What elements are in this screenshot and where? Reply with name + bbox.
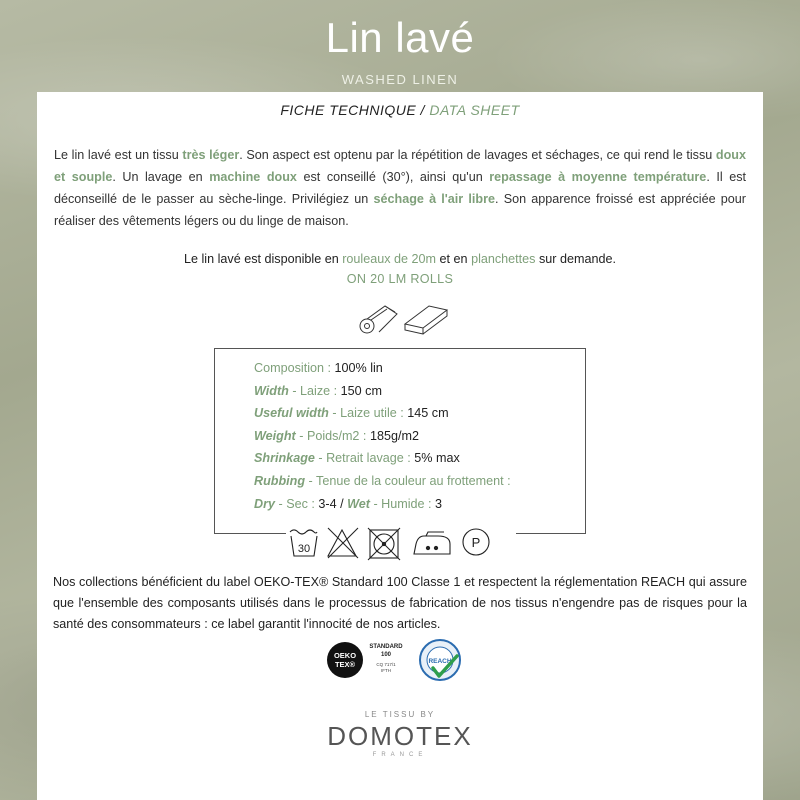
fabric-roll-icon — [360, 306, 397, 333]
fabric-board-icon — [405, 306, 447, 334]
spec-label: - Humide : — [369, 497, 436, 511]
page-title: Lin lavé — [325, 14, 475, 61]
intro-highlight: repassage à moyenne température — [489, 170, 707, 184]
intro-highlight: doux et souple — [54, 148, 747, 184]
oeko-logo-line2: TEX® — [334, 660, 356, 669]
spec-value: 5% max — [414, 451, 460, 465]
spec-value: 100% lin — [334, 361, 383, 375]
spec-label: - Retrait lavage : — [314, 451, 415, 465]
oeko-standard-text — [369, 644, 403, 673]
availability-highlight: rouleaux de 20m — [342, 252, 437, 266]
data-sheet-card — [37, 92, 763, 800]
spec-value: 3 — [435, 497, 443, 511]
spec-value: 145 cm — [407, 406, 449, 420]
intro-text: . Il est déconseillé de le passer au sèche-linge. Privilégiez un — [54, 170, 746, 206]
no-bleach-icon — [328, 528, 358, 558]
oeko-tex-paragraph: Nos collections bénéficient du label OEKO-TEX® Standard 100 Classe 1 et respectent la réglementation REACH qui assure que l'ensemble des composants utilisés dans le processus de fabrication de nos tissus n'engendre pas de risques pour la santé des consommateurs : ce label garantit l'innocité de nos articles. — [53, 575, 747, 631]
oeko-std-line2: 100 — [380, 652, 392, 658]
sheet-heading-separator: / — [416, 102, 430, 118]
oeko-std-line1: STANDARD — [369, 644, 403, 650]
reach-label: REACH — [428, 658, 452, 665]
spec-label-en: Shrinkage — [254, 451, 315, 465]
intro-text: Le lin lavé est un tissu — [54, 148, 183, 162]
spec-width — [254, 384, 382, 398]
brand-tagline: LE TISSU BY — [364, 710, 436, 719]
rolls-note: ON 20 LM ROLLS — [346, 272, 454, 286]
dry-clean-letter: P — [471, 535, 481, 550]
sheet-heading — [37, 102, 763, 118]
intro-text: . Son aspect est optenu par la répétition de lavages et séchages, ce qui rend le tissu — [239, 148, 716, 162]
oeko-tex-logo — [327, 642, 363, 678]
spec-label: - Laize utile : — [328, 406, 408, 420]
certification-logos — [327, 636, 477, 686]
spec-label-en: Wet — [347, 497, 370, 511]
spec-shrinkage — [254, 451, 460, 465]
wash-30-icon — [290, 530, 317, 556]
page-subtitle: WASHED LINEN — [341, 72, 459, 87]
roll-icons — [355, 300, 455, 336]
spec-useful-width — [254, 406, 449, 420]
spec-label-en: Width — [254, 384, 289, 398]
availability-text: et en — [436, 252, 472, 266]
brand-block — [37, 710, 763, 758]
availability-line — [37, 252, 763, 266]
wash-temp-label: 30 — [297, 543, 311, 555]
availability-text: sur demande. — [535, 252, 616, 266]
care-symbols — [286, 522, 516, 562]
spec-label-en: Useful width — [254, 406, 329, 420]
spec-separator: / — [336, 497, 348, 511]
availability-highlight: planchettes — [471, 252, 536, 266]
spec-weight — [254, 429, 419, 443]
oeko-logo-line1: OEKO — [333, 651, 357, 660]
intro-highlight: très léger — [182, 148, 240, 162]
spec-value: 185g/m2 — [369, 429, 419, 443]
intro-text: . Un lavage en — [112, 170, 210, 184]
spec-label: - Laize : — [288, 384, 341, 398]
sheet-heading-fr: FICHE TECHNIQUE — [280, 102, 417, 118]
spec-label-en: Weight — [254, 429, 296, 443]
oeko-std-line4: IFTH — [381, 668, 391, 673]
brand-name: DOMOTEX — [327, 721, 473, 751]
intro-highlight: machine doux — [209, 170, 297, 184]
specs-box — [214, 348, 586, 534]
availability-text: Le lin lavé est disponible en — [183, 252, 343, 266]
sheet-heading-en: DATA SHEET — [429, 102, 520, 118]
spec-label-en: Dry — [254, 497, 275, 511]
spec-label: - Poids/m2 : — [295, 429, 370, 443]
spec-composition — [254, 361, 383, 375]
intro-text: . Son apparence froissé est appréciée pour réaliser des vêtements légers ou du linge de maison. — [54, 192, 747, 228]
iron-medium-icon — [414, 532, 450, 554]
spec-label: - Tenue de la couleur au frottement : — [305, 474, 511, 488]
spec-label: Composition : — [254, 361, 335, 375]
intro-text: est conseillé (30°), ainsi qu'un — [296, 170, 490, 184]
dry-clean-p-icon — [463, 529, 489, 555]
reach-logo — [420, 640, 460, 680]
spec-label-en: Rubbing — [254, 474, 306, 488]
spec-rubbing — [254, 474, 511, 488]
spec-value: 3-4 — [318, 497, 337, 511]
intro-paragraph — [54, 144, 746, 232]
spec-label: - Sec : — [275, 497, 319, 511]
brand-country: FRANCE — [372, 752, 428, 758]
spec-value: 150 cm — [340, 384, 382, 398]
intro-highlight: séchage à l'air libre — [373, 192, 495, 206]
no-tumble-dry-icon — [368, 528, 400, 560]
oeko-std-line3: CQ 717/1 — [376, 662, 396, 667]
spec-dry-wet — [254, 497, 442, 511]
